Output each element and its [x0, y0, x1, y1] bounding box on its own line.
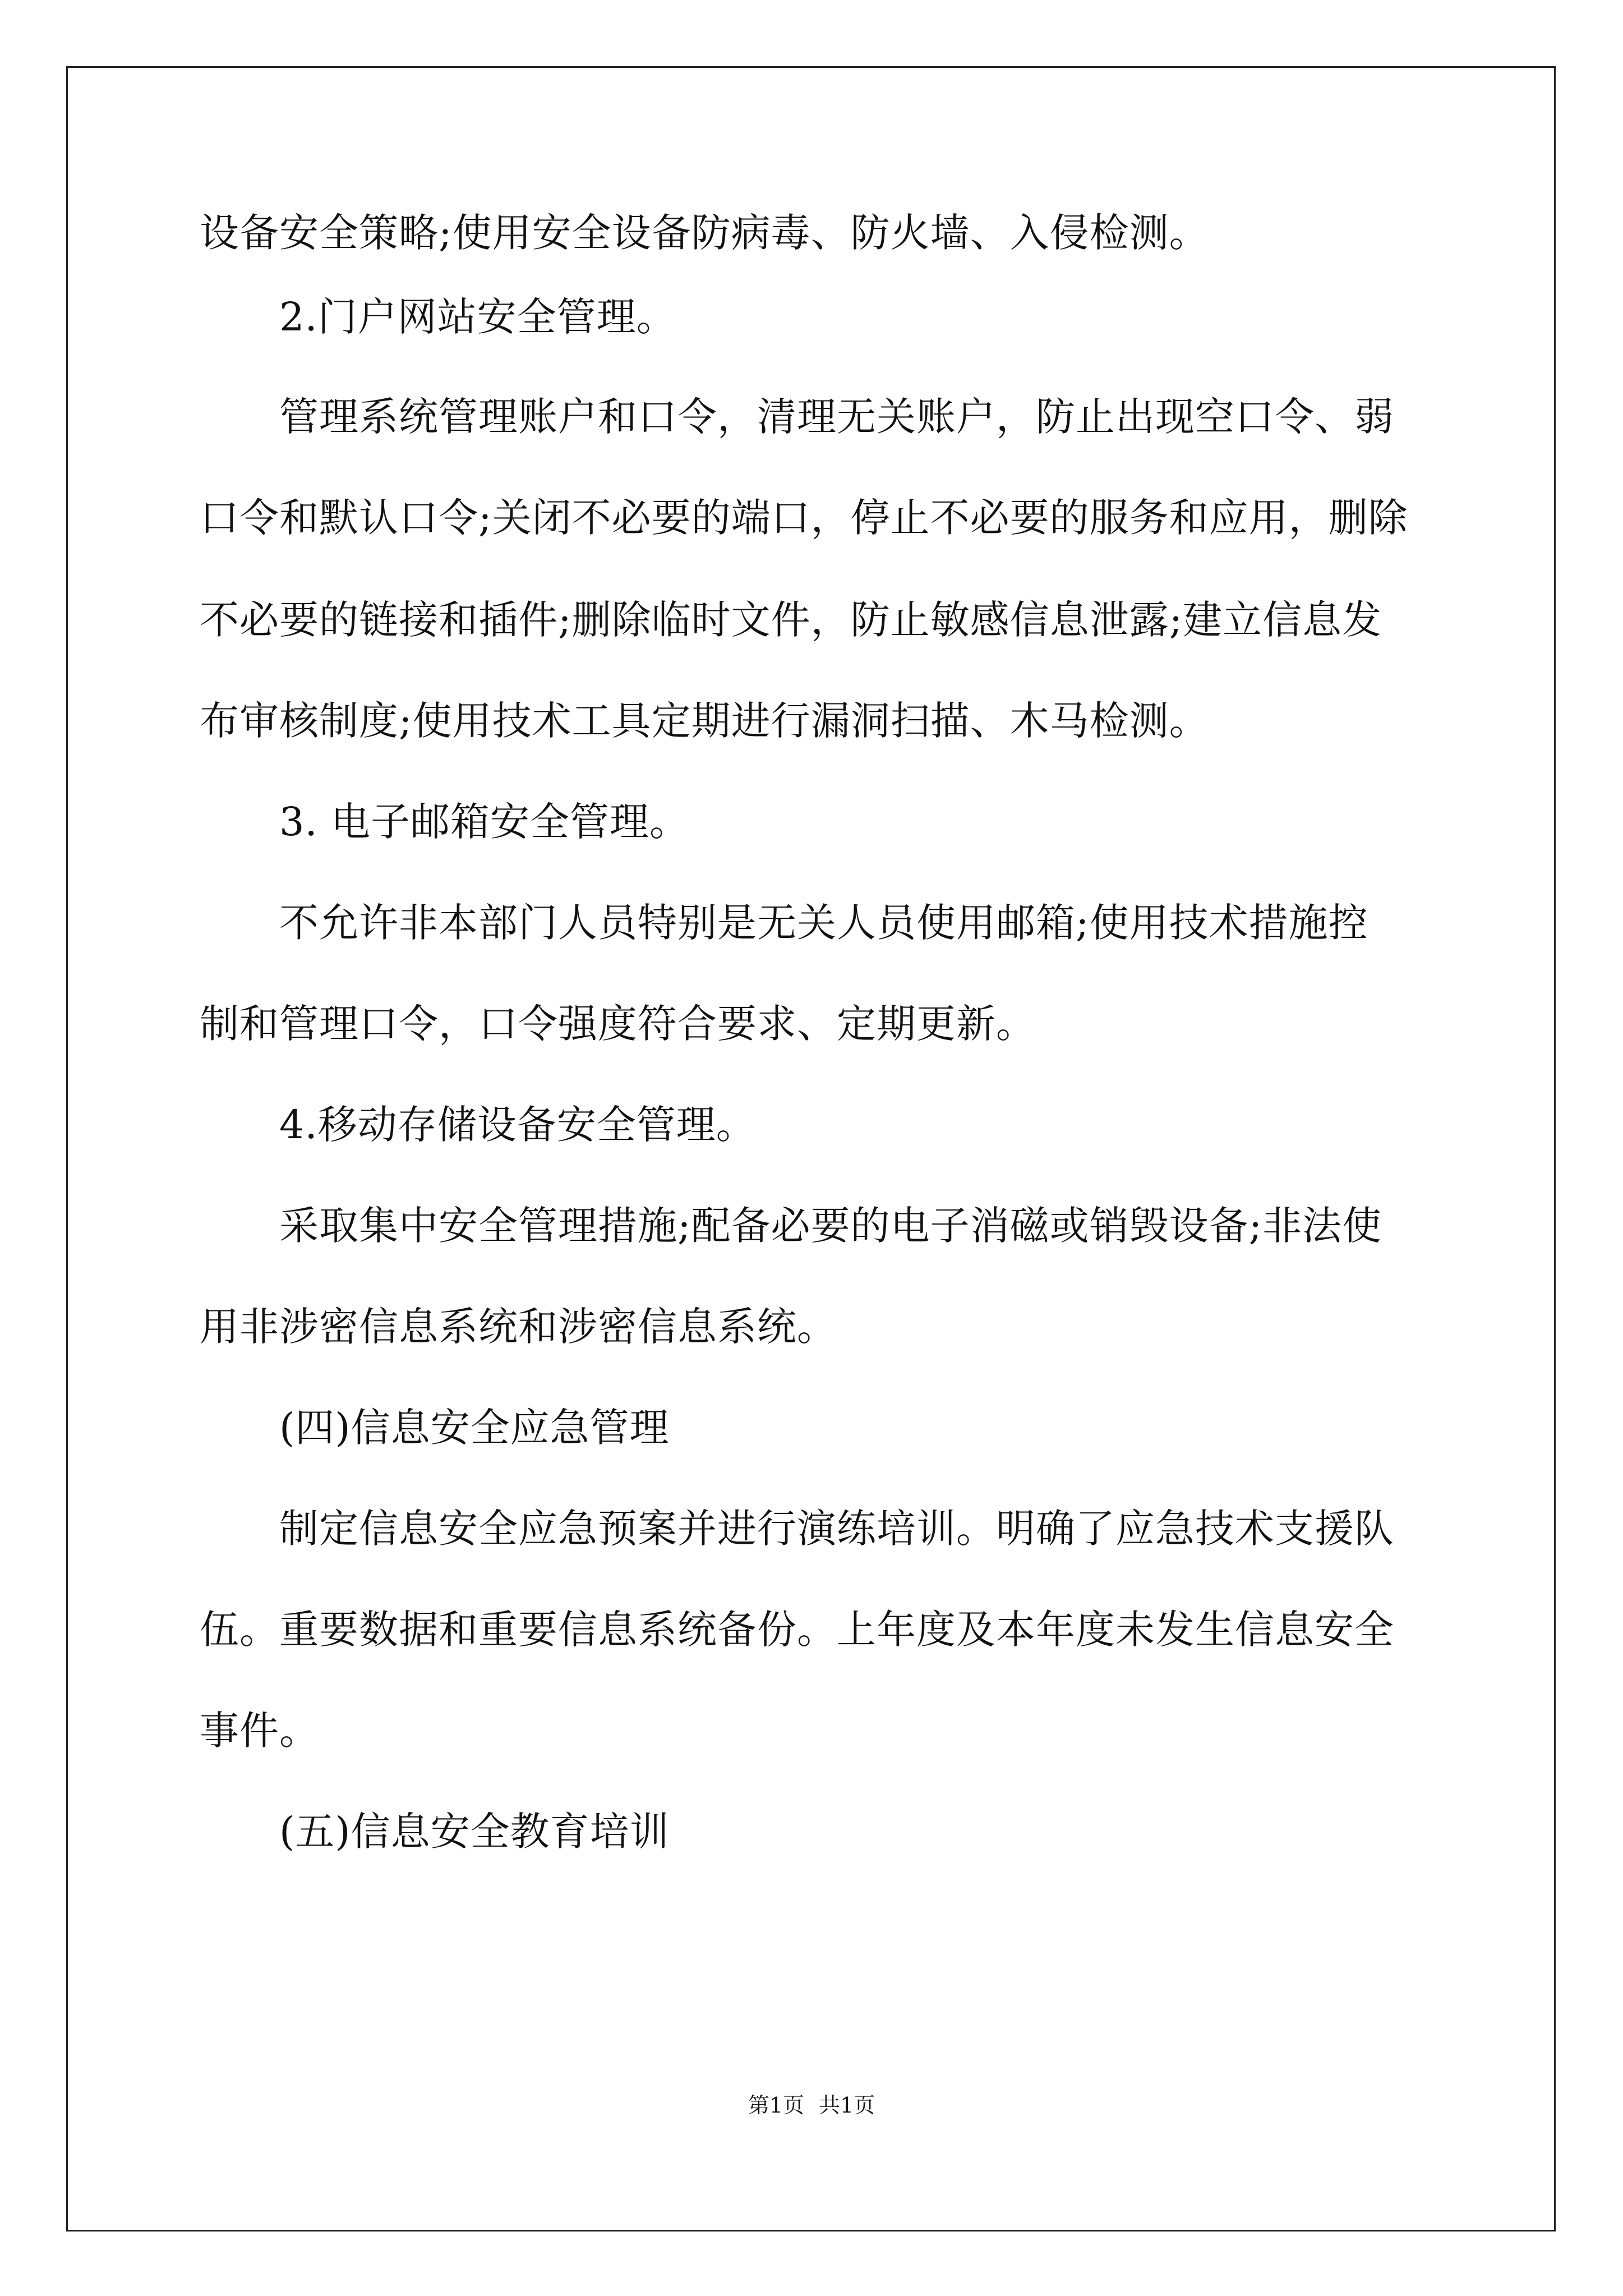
paragraph-line: 口令和默认口令;关闭不必要的端口，停止不必要的服务和应用，删除	[200, 495, 1408, 541]
paragraph-line: 制和管理口令，口令强度符合要求、定期更新。	[200, 1001, 1036, 1047]
paragraph-line: 布审核制度;使用技术工具定期进行漏洞扫描、木马检测。	[200, 698, 1209, 744]
page-footer	[0, 2091, 1623, 2119]
page-number: 第1页	[748, 2093, 804, 2118]
paragraph-line: 制定信息安全应急预案并进行演练培训。明确了应急技术支援队	[279, 1506, 1394, 1552]
section-heading: 4.移动存储设备安全管理。	[279, 1102, 756, 1148]
paragraph-line: 采取集中安全管理措施;配备必要的电子消磁或销毁设备;非法使	[279, 1203, 1382, 1249]
section-heading: 2.门户网站安全管理。	[279, 294, 676, 340]
page-total: 共1页	[819, 2093, 875, 2118]
paragraph-line: 不允许非本部门人员特别是无关人员使用邮箱;使用技术措施控	[279, 900, 1368, 946]
paragraph-line: 不必要的链接和插件;删除临时文件，防止敏感信息泄露;建立信息发	[200, 597, 1382, 643]
paragraph-line: 管理系统管理账户和口令，清理无关账户，防止出现空口令、弱	[279, 394, 1394, 440]
section-heading: 3. 电子邮箱安全管理。	[279, 799, 690, 845]
section-heading: (四)信息安全应急管理	[279, 1405, 670, 1451]
section-heading: (五)信息安全教育培训	[279, 1809, 670, 1855]
paragraph-line: 事件。	[200, 1708, 319, 1754]
paragraph-line: 设备安全策略;使用安全设备防病毒、防火墙、入侵检测。	[200, 210, 1209, 256]
paragraph-line: 用非涉密信息系统和涉密信息系统。	[200, 1304, 837, 1350]
paragraph-line: 伍。重要数据和重要信息系统备份。上年度及本年度未发生信息安全	[200, 1607, 1394, 1653]
